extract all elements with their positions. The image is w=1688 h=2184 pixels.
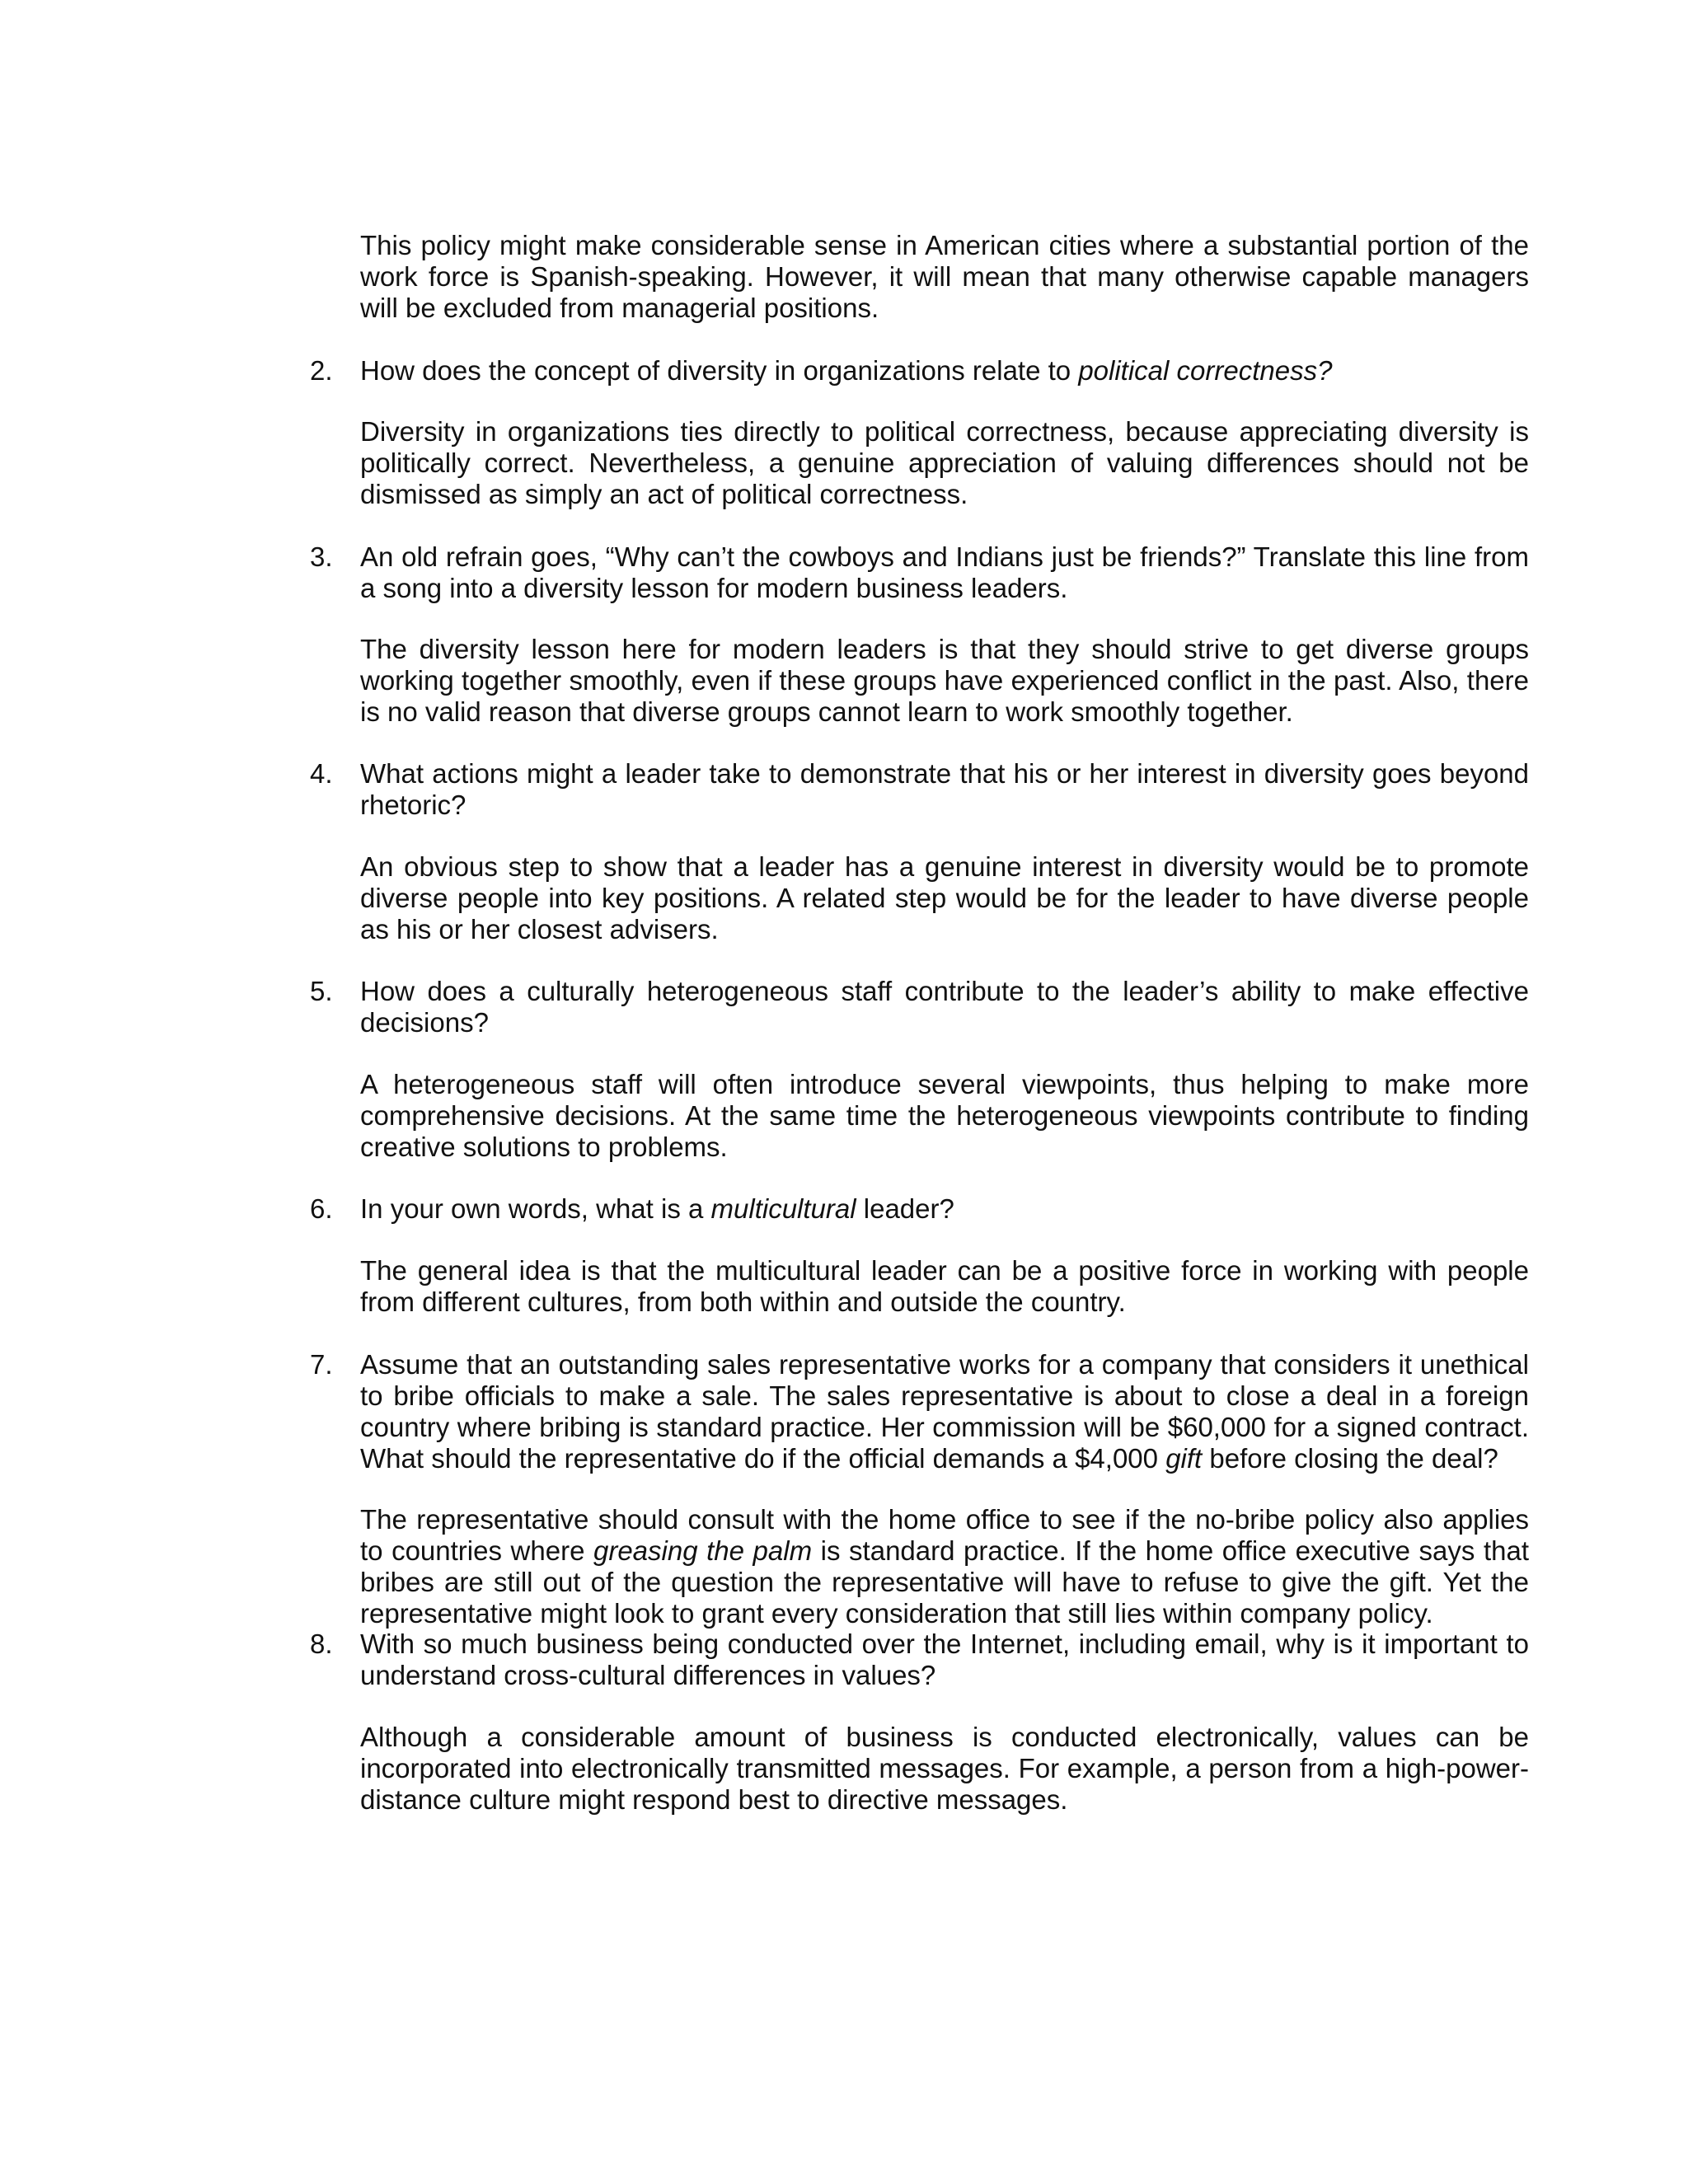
- question-4: What actions might a leader take to demonstrate that his or her interest in diversity goes beyond rhetoric?: [360, 758, 1529, 820]
- question-2-emphasis: political correctness?: [1078, 355, 1333, 386]
- answer-7: The representative should consult with the home office to see if the no-bribe policy also applies to countries where greasing the palm is standard practice. If the home office executive says that bribes are still out of the question the representative will have to refuse to give the gift. Yet the representative might look to grant every consideration that still lies within company policy.: [360, 1504, 1529, 1629]
- question-6-emphasis: multicultural: [710, 1193, 856, 1224]
- question-5: How does a culturally heterogeneous staff contribute to the leader’s ability to make effective decisions?: [360, 976, 1529, 1038]
- answer-7-emphasis: greasing the palm: [593, 1535, 813, 1566]
- item-6-number: 6.: [310, 1193, 333, 1224]
- question-3: An old refrain goes, “Why can’t the cowboys and Indians just be friends?” Translate this line from a song into a diversity lesson for modern business leaders.: [360, 541, 1529, 603]
- answer-5: A heterogeneous staff will often introduce several viewpoints, thus helping to make more comprehensive decisions. At the same time the heterogeneous viewpoints contribute to finding creative solutions to problems.: [360, 1069, 1529, 1162]
- question-2: How does the concept of diversity in organizations relate to political correctness?: [360, 355, 1333, 386]
- item-8-number: 8.: [310, 1629, 333, 1659]
- question-8: With so much business being conducted over the Internet, including email, why is it important to understand cross-cultural differences in values?: [360, 1629, 1529, 1690]
- item-5-number: 5.: [310, 976, 333, 1006]
- answer-1-continued: [360, 230, 1529, 324]
- answer-text: This policy might make considerable sense in American cities where a substantial portion of the work force is Spanish-speaking. However, it will mean that many otherwise capable managers will be excluded from managerial positions.: [360, 230, 1529, 323]
- item-3-number: 3.: [310, 541, 333, 572]
- question-7-emphasis: gift: [1165, 1443, 1203, 1474]
- answer-4: An obvious step to show that a leader has a genuine interest in diversity would be to promote diverse people into key positions. A related step would be for the leader to have diverse people as his or her closest advisers.: [360, 851, 1529, 944]
- answer-3: The diversity lesson here for modern leaders is that they should strive to get diverse groups working together smoothly, even if these groups have experienced conflict in the past. Also, there is no valid reason that diverse groups cannot learn to work smoothly together.: [360, 634, 1529, 727]
- answer-8: Although a considerable amount of business is conducted electronically, values can be incorporated into electronically transmitted messages. For example, a person from a high-power-distance culture might respond best to directive messages.: [360, 1722, 1529, 1815]
- answer-6: The general idea is that the multicultural leader can be a positive force in working with people from different cultures, from both within and outside the country.: [360, 1255, 1529, 1317]
- question-7: Assume that an outstanding sales representative works for a company that considers it unethical to bribe officials to make a sale. The sales representative is about to close a deal in a foreign country where bribing is standard practice. Her commission will be $60,000 for a signed contract. What should the representative do if the official demands a $4,000 gift before closing the deal?: [360, 1349, 1529, 1474]
- answer-2: Diversity in organizations ties directly to political correctness, because appreciating diversity is politically correct. Nevertheless, a genuine appreciation of valuing differences should not be dismissed as simply an act of political correctness.: [360, 416, 1529, 509]
- question-6: In your own words, what is a multicultural leader?: [360, 1193, 954, 1224]
- item-4-number: 4.: [310, 758, 333, 789]
- item-2-number: 2.: [310, 355, 333, 386]
- item-7-number: 7.: [310, 1349, 333, 1380]
